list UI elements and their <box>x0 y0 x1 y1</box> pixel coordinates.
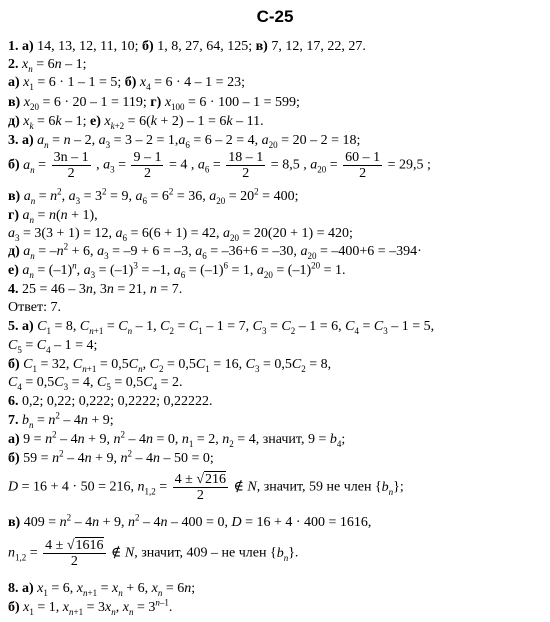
problem-3-line-e: е) $a_n = (-1)^n$, $a_3 = (-1)^3 = -1$, $a_6 = (-1)^6 = 1$, $a_{20} = (-1)^{20} = 1$. <box>8 260 346 280</box>
problem-1-line: 1. а) 14, 13, 12, 11, 10; б) 1, 8, 27, 64, 125; в) 7, 12, 17, 22, 27. <box>8 39 366 54</box>
problem-7-line-v2: $n_{1,2}$ = $\frac{4 \pm √1616}{2}$ ∉ N, значит, 409 – не член $\{b_n\}$. <box>8 538 299 569</box>
problem-3-line-g: г) $a_n = n(n + 1)$, <box>8 208 98 225</box>
problem-5-line-b: б) $C_1 = 32$, $C_{n+1} = 0,5C_n$, $C_2 = 0,5C_1 = 16$, $C_3 = 0,5C_2 = 8$, <box>8 357 332 374</box>
problem-8-line-a: 8. а) $x_1 = 6$, $x_{n+1} = x_n + 6$, $x_n = 6n$; <box>8 581 196 598</box>
problem-4-line: 4. 25 = 46 – 3n, 3n = 21, n = 7. <box>8 282 183 297</box>
problem-7-line-b: б) $59 = n^2 - 4n + 9$, $n^2 - 4n - 50 = 0$; <box>8 448 214 466</box>
problem-3-line-a: 3. а) $a_n = n - 2$, $a_3 = 3 - 2 = 1,a_6 = 6 - 2 = 4$, $a_{20} = 20 - 2 = 18$; <box>8 133 361 150</box>
fraction: $\frac{18 - 1}{2}$ <box>228 150 264 181</box>
problem-2-line-v: в) $x_{20} = 6 \cdot 20 - 1 = 119$; г) $x_{100} = 6 \cdot 100 - 1 = 599$; <box>8 95 300 112</box>
problem-5-line-a2: $C_5 = C_4 - 1 = 4$; <box>8 338 98 355</box>
problem-6-line: 6. 0,2; 0,22; 0,222; 0,2222; 0,22222. <box>8 394 213 409</box>
problem-3-line-v: в) $a_n = n^2$, $a_3 = 3^2 = 9$, $a_6 = 6^2 = 36$, $a_{20} = 20^2 = 400$; <box>8 186 299 206</box>
fraction: $\frac{60 - 1}{2}$ <box>345 150 381 181</box>
problem-7-line-b2: D = 16 + 4 · 50 = 216, $n_{1,2}$ = $\frac{4 \pm √216}{2}$ ∉ N, значит, 59 не член $\{b_n\}$; <box>8 472 404 503</box>
page-title: С-25 <box>256 7 294 26</box>
fraction: $\frac{9 - 1}{2}$ <box>133 150 162 181</box>
problem-2-formula: 2. $x_n = 6n - 1$; <box>8 57 87 74</box>
fraction: $\frac{3n - 1}{2}$ <box>53 150 89 181</box>
problem-3-line-d: д) $a_n = -n^2 + 6$, $a_3 = -9 + 6 = -3$, $a_6 = -36+6 = -30$, $a_{20} = -400+6 = -394\cdot$ <box>8 241 422 261</box>
problem-7-formula: 7. $b_n = n^2 - 4n + 9$; <box>8 410 114 430</box>
fraction: $\frac{4 \pm √216}{2}$ <box>174 472 227 503</box>
fraction: $\frac{4 \pm √1616}{2}$ <box>45 538 104 569</box>
problem-2-line-d: д) $x_k = 6k - 1$; е) $x_{k+2} = 6(k + 2) - 1 = 6k - 11$. <box>8 114 264 131</box>
problem-3-line-g2: $a_3 = 3(3 + 1) = 12$, $a_6 = 6(6 + 1) = 42$, $a_{20} = 20(20 + 1) = 420$; <box>8 226 353 243</box>
problem-5-line-b2: $C_4 = 0,5C_3 = 4$, $C_5 = 0,5C_4 = 2$. <box>8 375 183 392</box>
problem-4-answer: Ответ: 7. <box>8 300 61 315</box>
problem-2-line-a: а) $x_1 = 6 \cdot 1 - 1 = 5$; б) $x_4 = 6 \cdot 4 - 1 = 23$; <box>8 75 245 92</box>
problem-7-line-a: а) $9 = n^2 - 4n + 9$, $n^2 - 4n = 0$, $n_1 = 2$, $n_2 = 4$, значит, $9 = b_4$; <box>8 429 346 449</box>
problem-3-line-b: б) $a_n$ = $\frac{3n - 1}{2}$ , $a_3$ = $\frac{9 - 1}{2}$ = 4 , $a_6$ = $\frac{18 - 1}{2}$ = 8,5 , $a_{20}$ = $\frac{60 - 1}{2}$ = 29,5 ; <box>8 150 431 181</box>
problem-5-line-a: 5. а) $C_1 = 8$, $C_{n+1} = C_n - 1$, $C_2 = C_1 - 1 = 7$, $C_3 = C_2 - 1 = 6$, $C_4 = C_3 - 1 = 5$, <box>8 319 435 336</box>
problem-7-line-v: в) $409 = n^2 - 4n + 9$, $n^2 - 4n - 400 = 0$, D = 16 + 4 · 400 = 1616, <box>8 512 372 530</box>
problem-8-line-b: б) $x_1 = 1$, $x_{n+1} = 3x_n$, $x_n = 3^{n-1}$. <box>8 597 173 617</box>
